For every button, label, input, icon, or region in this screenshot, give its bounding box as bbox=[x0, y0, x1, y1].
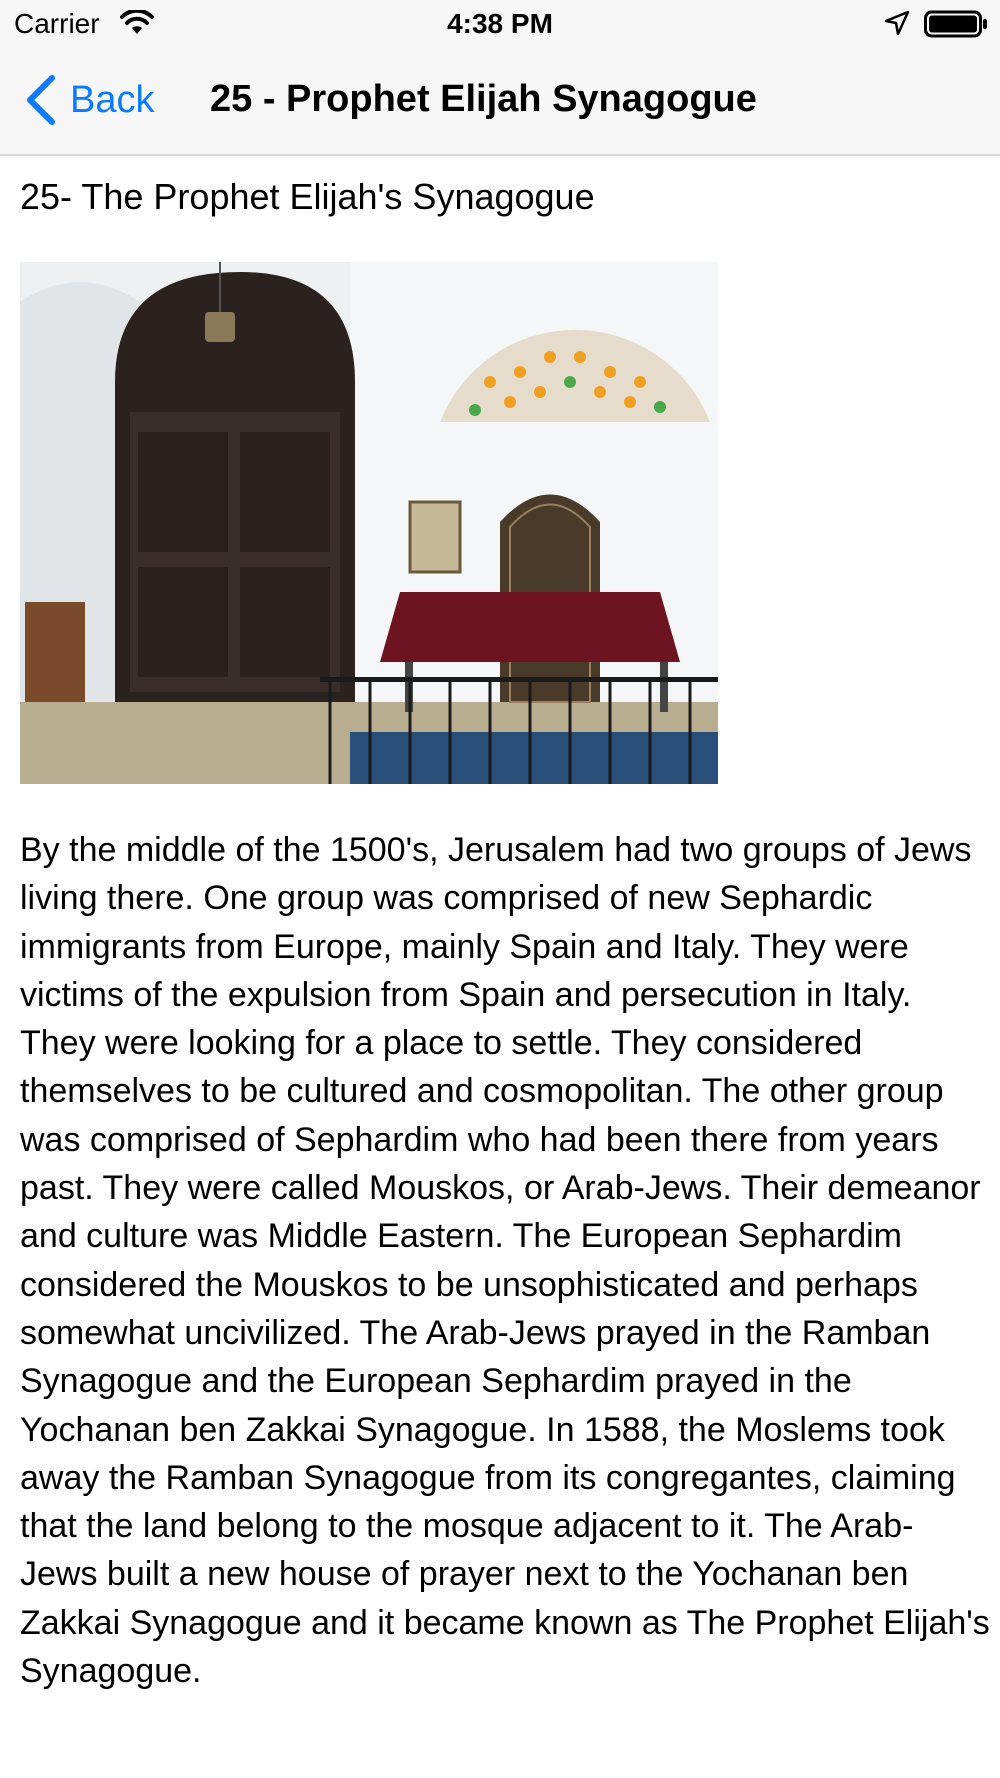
page-title: 25 - Prophet Elijah Synagogue bbox=[210, 78, 757, 120]
battery-icon bbox=[924, 10, 988, 38]
back-label: Back bbox=[70, 78, 155, 121]
chevron-left-icon bbox=[24, 74, 58, 126]
article-body: By the middle of the 1500's, Jerusalem had two groups of Jews living there. One group was comprised of new Sephardic immigrants from Europe, mainly Spain and Italy. They were victims of the expulsion from Spain and persecution in Italy. They were looking for a place to settle. They considered themselves to be cultured and cosmopolitan. The other group was comprised of Sephardim who had been there from years past. They were called Mouskos, or Arab-Jews. Their demeanor and culture was Middle Eastern. The European Sephardim considered the Mouskos to be unsophisticated and perhaps somewhat uncivilized. The Arab-Jews prayed in the Ramban Synagogue and the European Sephardim prayed in the Yochanan ben Zakkai Synagogue. In 1588, the Moslems took away the Ramban Synagogue from its congregantes, claiming that the land belong to the mosque adjacent to it. The Arab-Jews built a new house of prayer next to the Yochanan ben Zakkai Synagogue and it became known as The Prophet Elijah's Synagogue. bbox=[20, 831, 990, 1691]
article-content[interactable] bbox=[0, 156, 1000, 1778]
location-arrow-icon bbox=[884, 10, 910, 36]
article-heading: 25- The Prophet Elijah's Synagogue bbox=[20, 176, 595, 217]
synagogue-interior-photo bbox=[20, 262, 718, 784]
status-bar bbox=[0, 0, 1000, 48]
navigation-bar bbox=[0, 48, 1000, 156]
carrier-label: Carrier bbox=[14, 8, 100, 39]
status-time: 4:38 PM bbox=[447, 8, 553, 39]
back-button[interactable] bbox=[24, 70, 154, 130]
